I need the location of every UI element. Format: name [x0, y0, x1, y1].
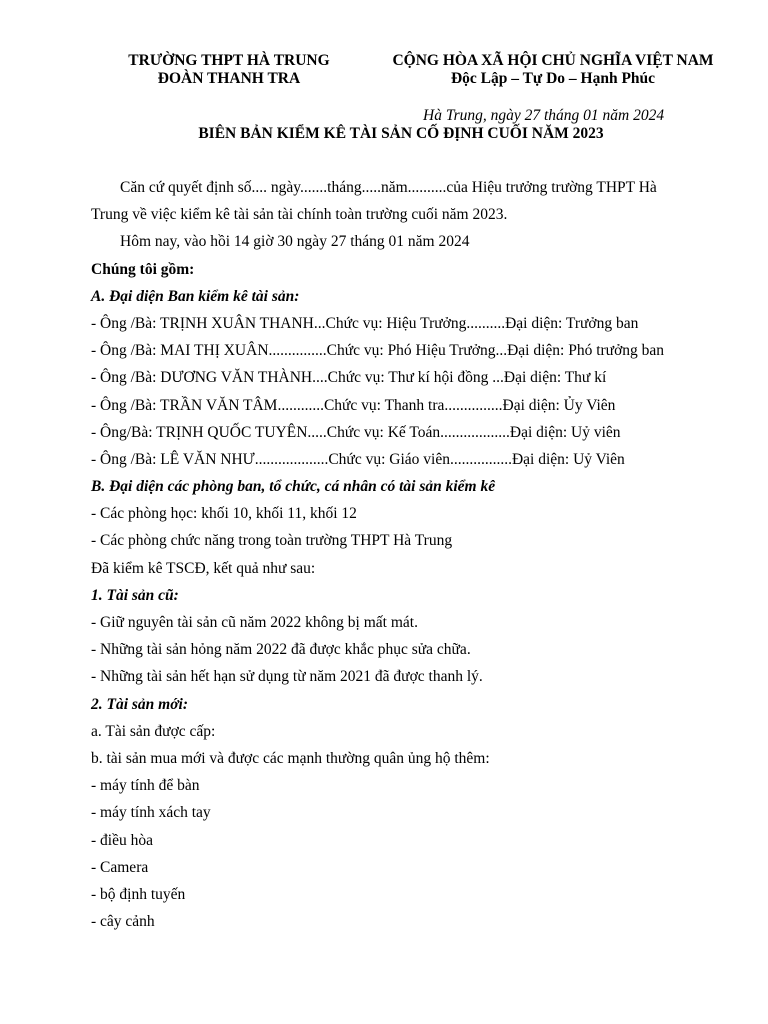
section-b-heading: B. Đại diện các phòng ban, tổ chức, cá nhân có tài sản kiểm kê	[91, 478, 496, 496]
member-row: - Ông/Bà: TRỊNH QUỐC TUYÊN.....Chức vụ: Kế Toán..................Đại diện: Uỷ viên	[91, 423, 621, 441]
section-b-item: - Các phòng chức năng trong toàn trường THPT Hà Trung	[91, 532, 453, 550]
national-header	[368, 52, 738, 88]
school-header	[104, 52, 354, 88]
result-intro: Đã kiểm kê TSCĐ, kết quả như sau:	[91, 559, 316, 577]
new-assets-heading: 2. Tài sản mới:	[91, 695, 189, 713]
intro-line-1: Căn cứ quyết định số.... ngày.......tháng.....năm..........của Hiệu trưởng trường THPT Hà	[120, 179, 657, 196]
new-assets-purchased: b. tài sản mua mới và được các mạnh thường quân ủng hộ thêm:	[91, 749, 490, 767]
section-b-item: - Các phòng học: khối 10, khối 11, khối 12	[91, 505, 357, 523]
old-assets-heading: 1. Tài sản cũ:	[91, 586, 179, 604]
old-asset-item: - Những tài sản hỏng năm 2022 đã được khắc phục sửa chữa.	[91, 641, 471, 659]
new-asset-list-item: - bộ định tuyến	[91, 885, 186, 903]
member-row: - Ông /Bà: TRẦN VĂN TÂM............Chức vụ: Thanh tra...............Đại diện: Ủy Viên	[91, 396, 616, 414]
section-a-heading: A. Đại diện Ban kiểm kê tài sản:	[91, 287, 300, 305]
old-asset-item: - Những tài sản hết hạn sử dụng từ năm 2021 đã được thanh lý.	[91, 668, 483, 686]
inspection-team-name: ĐOÀN THANH TRA	[157, 70, 301, 87]
intro-line-2: Trung về việc kiểm kê tài sản tài chính toàn trường cuối năm 2023.	[91, 206, 508, 224]
new-asset-list-item: - máy tính xách tay	[91, 804, 211, 822]
member-row: - Ông /Bà: DƯƠNG VĂN THÀNH....Chức vụ: Thư kí hội đồng ...Đại diện: Thư kí	[91, 369, 607, 387]
new-assets-granted: a. Tài sản được cấp:	[91, 722, 216, 740]
attendees-heading: Chúng tôi gồm:	[91, 260, 195, 278]
member-row: - Ông /Bà: TRỊNH XUÂN THANH...Chức vụ: Hiệu Trưởng..........Đại diện: Trưởng ban	[91, 314, 639, 332]
national-title: CỘNG HÒA XÃ HỘI CHỦ NGHĨA VIỆT NAM	[392, 52, 714, 69]
national-motto: Độc Lập – Tự Do – Hạnh Phúc	[450, 70, 656, 87]
document-title: BIÊN BẢN KIỂM KÊ TÀI SẢN CỐ ĐỊNH CUỐI NĂM 2023	[198, 125, 604, 142]
old-asset-item: - Giữ nguyên tài sản cũ năm 2022 không bị mất mát.	[91, 614, 418, 631]
document-body	[91, 177, 731, 938]
intro-line-3: Hôm nay, vào hồi 14 giờ 30 ngày 27 tháng 01 năm 2024	[120, 233, 470, 251]
new-asset-list-item: - cây cảnh	[91, 913, 155, 931]
school-name: TRƯỜNG THPT HÀ TRUNG	[128, 52, 330, 69]
new-asset-list-item: - máy tính để bàn	[91, 777, 200, 795]
new-asset-list-item: - Camera	[91, 858, 149, 876]
member-row: - Ông /Bà: MAI THỊ XUÂN...............Chức vụ: Phó Hiệu Trưởng...Đại diện: Phó trưởng ban	[91, 342, 665, 360]
new-asset-list-item: - điều hòa	[91, 831, 153, 849]
document-date: Hà Trung, ngày 27 tháng 01 năm 2024	[423, 107, 665, 124]
member-row: - Ông /Bà: LÊ VĂN NHƯ...................Chức vụ: Giáo viên................Đại diện: Uỷ Viên	[91, 450, 625, 468]
